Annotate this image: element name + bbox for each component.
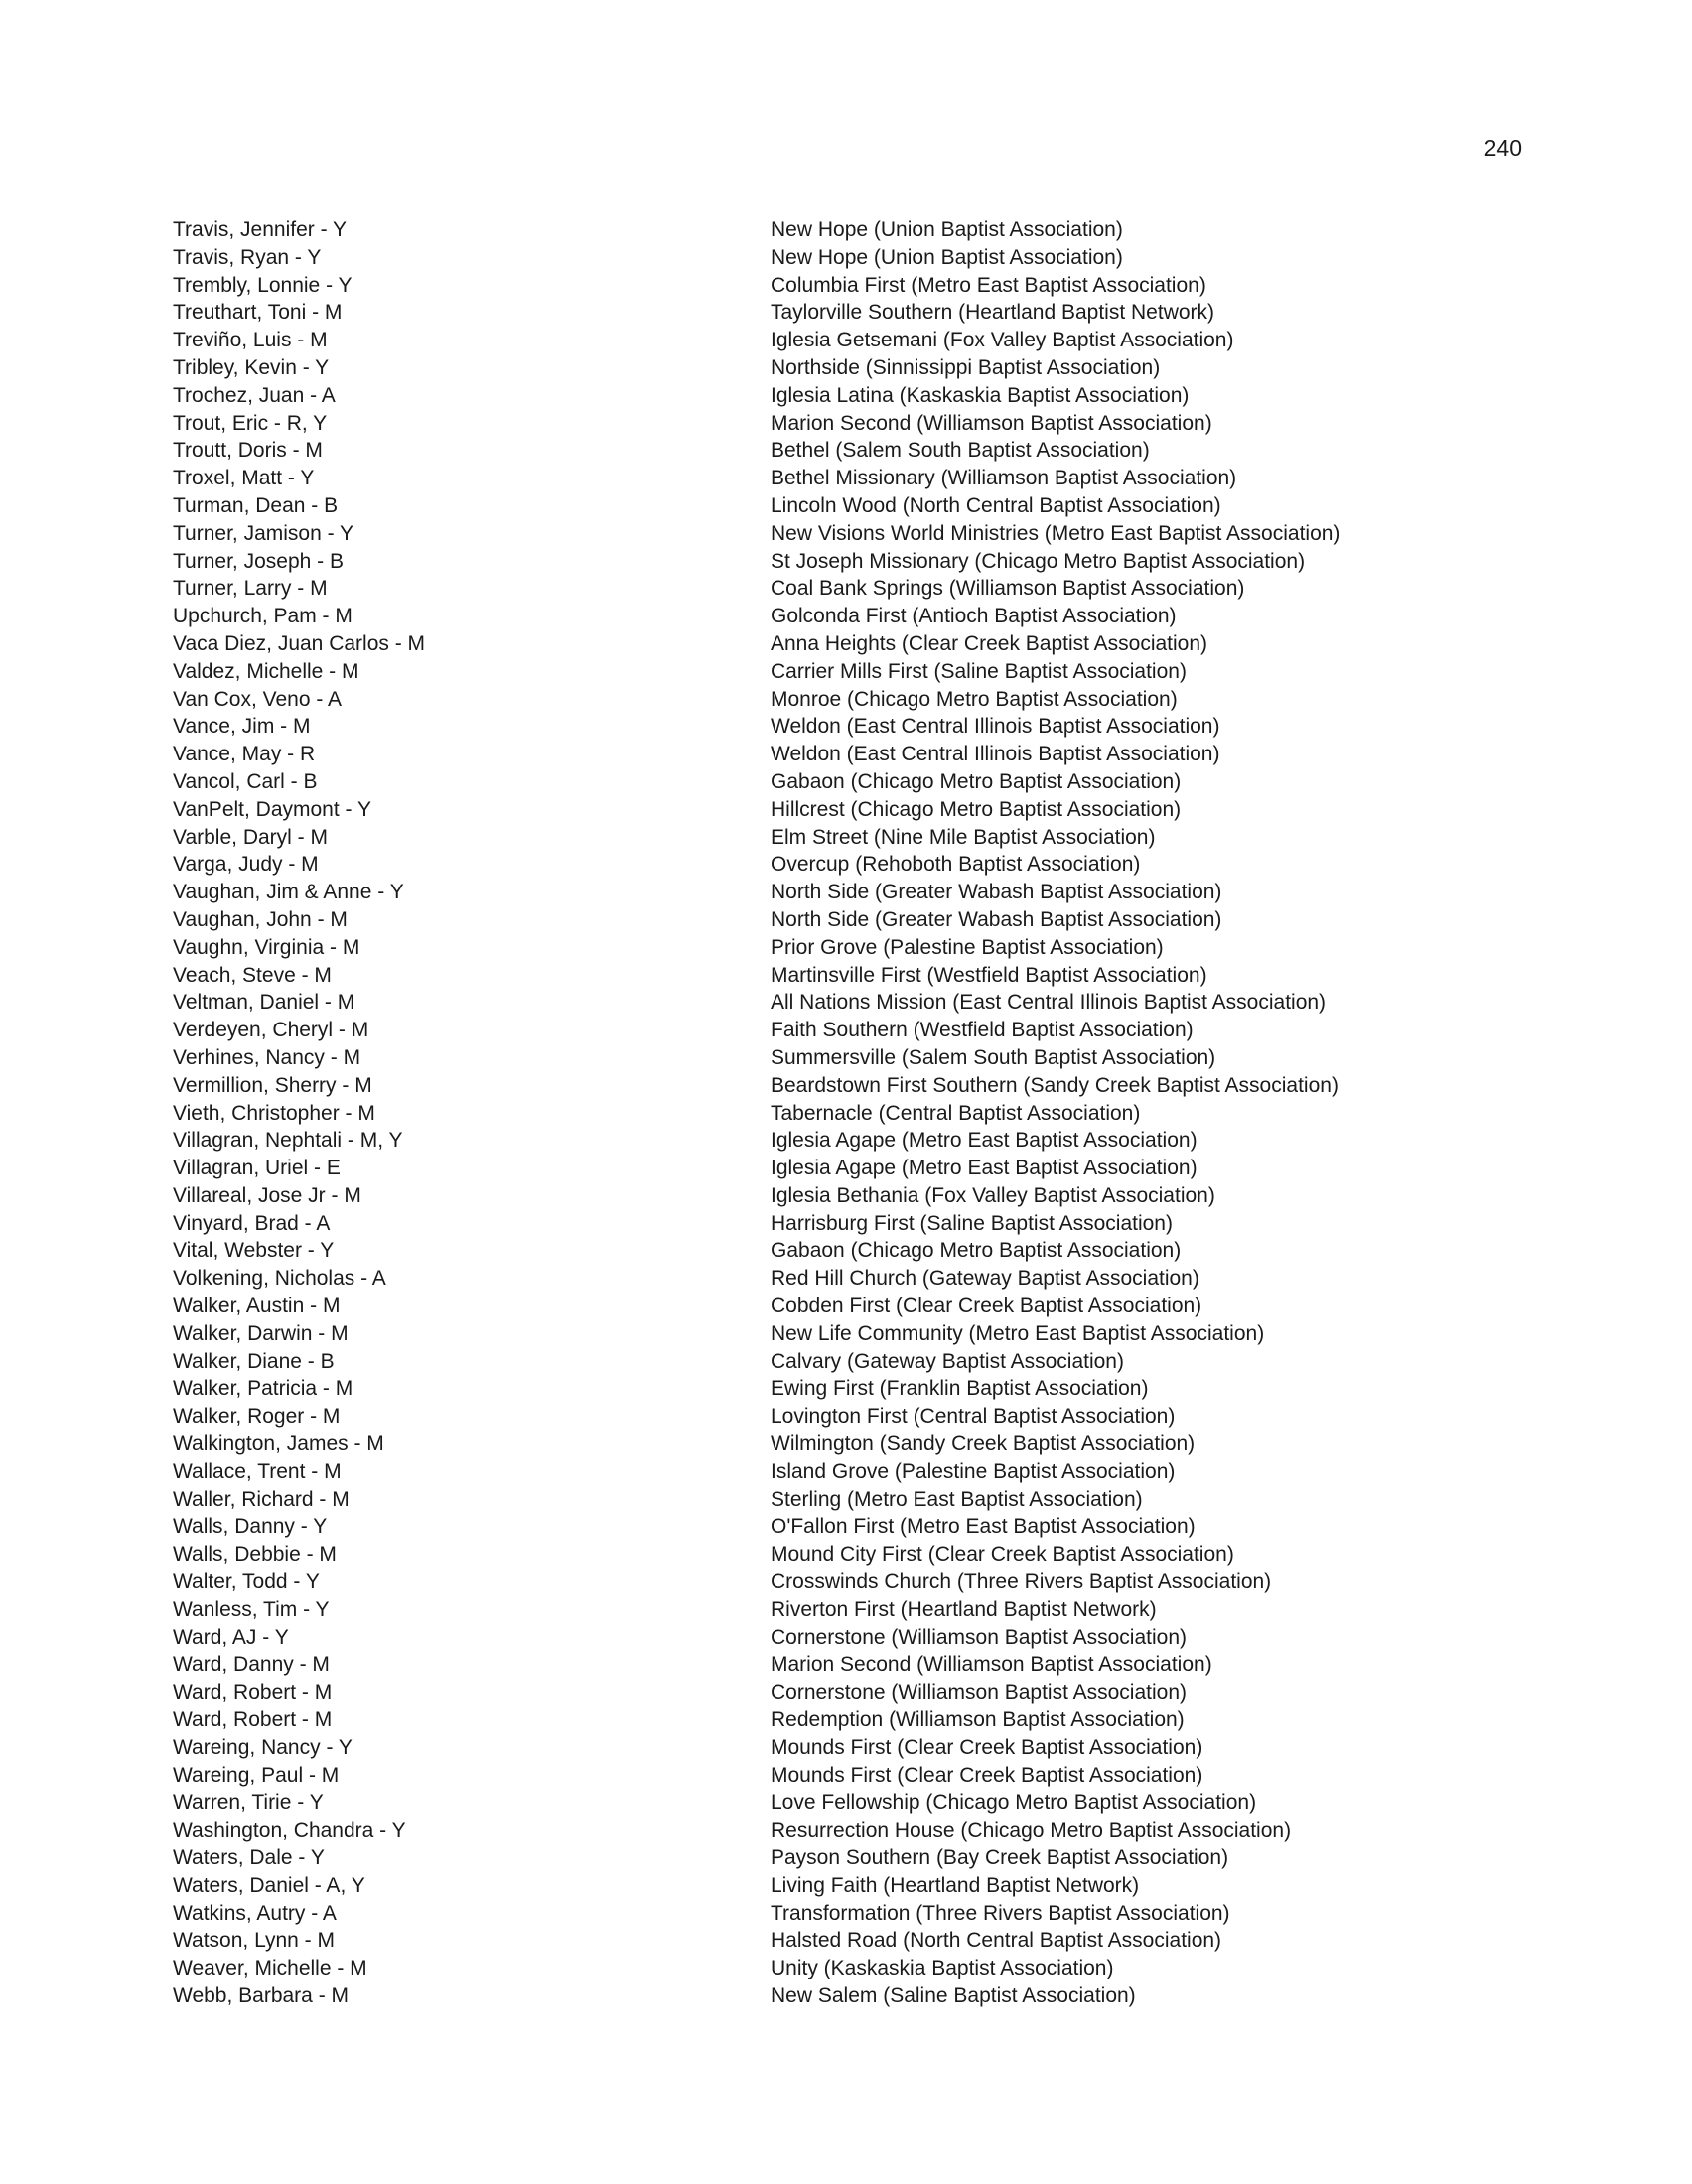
- list-item: [0, 1706, 1692, 1734]
- church-association: Halsted Road (North Central Baptist Association): [771, 1929, 1222, 1953]
- person-name: Vieth, Christopher - M: [173, 1101, 375, 1125]
- list-item: [0, 1293, 1692, 1320]
- list-item: [0, 1569, 1692, 1596]
- church-association: New Salem (Saline Baptist Association): [771, 1984, 1136, 2007]
- list-item: [0, 1982, 1692, 2010]
- list-item: [0, 465, 1692, 492]
- person-name: Wallace, Trent - M: [173, 1459, 342, 1483]
- list-item: [0, 1734, 1692, 1762]
- list-item: [0, 630, 1692, 658]
- person-name: Vance, May - R: [173, 743, 316, 766]
- church-association: New Life Community (Metro East Baptist Association): [771, 1321, 1265, 1345]
- list-item: [0, 851, 1692, 879]
- church-association: Mounds First (Clear Creek Baptist Association): [771, 1763, 1203, 1787]
- person-name: Waters, Dale - Y: [173, 1846, 325, 1870]
- person-name: Turman, Dean - B: [173, 493, 339, 517]
- person-name: Warren, Tirie - Y: [173, 1791, 324, 1815]
- list-item: [0, 354, 1692, 382]
- church-association: Iglesia Bethania (Fox Valley Baptist Association): [771, 1183, 1215, 1207]
- church-association: Bethel Missionary (Williamson Baptist Association): [771, 467, 1237, 490]
- church-association: Iglesia Agape (Metro East Baptist Association): [771, 1157, 1198, 1180]
- list-item: [0, 768, 1692, 796]
- list-item: [0, 1844, 1692, 1872]
- list-item: [0, 1155, 1692, 1182]
- list-item: [0, 272, 1692, 300]
- person-name: Wanless, Tim - Y: [173, 1597, 330, 1621]
- church-association: Prior Grove (Palestine Baptist Association): [771, 935, 1164, 959]
- person-name: Ward, Robert - M: [173, 1681, 333, 1705]
- person-name: Villagran, Uriel - E: [173, 1157, 341, 1180]
- church-association: Wilmington (Sandy Creek Baptist Association): [771, 1433, 1196, 1456]
- church-association: Red Hill Church (Gateway Baptist Association): [771, 1267, 1199, 1291]
- list-item: [0, 1900, 1692, 1928]
- person-name: Waller, Richard - M: [173, 1487, 350, 1511]
- church-association: Northside (Sinnissippi Baptist Association): [771, 355, 1161, 379]
- list-item: [0, 713, 1692, 741]
- list-item: [0, 382, 1692, 410]
- person-name: Ward, Robert - M: [173, 1708, 333, 1732]
- list-item: [0, 796, 1692, 824]
- person-name: Valdez, Michelle - M: [173, 659, 359, 683]
- church-association: Lincoln Wood (North Central Baptist Association): [771, 493, 1221, 517]
- church-association: Overcup (Rehoboth Baptist Association): [771, 853, 1141, 877]
- person-name: Upchurch, Pam - M: [173, 605, 352, 628]
- list-item: [0, 492, 1692, 520]
- church-association: Golconda First (Antioch Baptist Association): [771, 605, 1177, 628]
- church-association: Riverton First (Heartland Baptist Network): [771, 1597, 1157, 1621]
- person-name: Walls, Debbie - M: [173, 1543, 337, 1567]
- person-name: Trembly, Lonnie - Y: [173, 273, 352, 297]
- church-association: Transformation (Three Rivers Baptist Association): [771, 1901, 1230, 1925]
- church-association: Cobden First (Clear Creek Baptist Association): [771, 1295, 1202, 1318]
- church-association: New Visions World Ministries (Metro East Baptist Association): [771, 521, 1340, 545]
- list-item: [0, 548, 1692, 576]
- church-association: Love Fellowship (Chicago Metro Baptist Association): [771, 1791, 1257, 1815]
- church-association: Tabernacle (Central Baptist Association): [771, 1101, 1141, 1125]
- list-item: [0, 1927, 1692, 1955]
- person-name: Walls, Danny - Y: [173, 1515, 328, 1539]
- list-item: [0, 327, 1692, 354]
- person-name: Varga, Judy - M: [173, 853, 319, 877]
- person-name: Weaver, Michelle - M: [173, 1957, 367, 1980]
- church-association: Iglesia Agape (Metro East Baptist Association): [771, 1129, 1198, 1153]
- list-item: [0, 1486, 1692, 1514]
- church-association: Iglesia Latina (Kaskaskia Baptist Association): [771, 383, 1190, 407]
- list-item: [0, 1210, 1692, 1238]
- list-item: [0, 1431, 1692, 1458]
- church-association: Iglesia Getsemani (Fox Valley Baptist Association): [771, 329, 1234, 352]
- list-item: [0, 1072, 1692, 1100]
- church-association: O'Fallon First (Metro East Baptist Association): [771, 1515, 1196, 1539]
- person-name: Walker, Patricia - M: [173, 1377, 353, 1401]
- list-item: [0, 658, 1692, 686]
- church-association: St Joseph Missionary (Chicago Metro Baptist Association): [771, 549, 1306, 573]
- person-name: Vaughan, Jim & Anne - Y: [173, 881, 404, 904]
- church-association: Island Grove (Palestine Baptist Association): [771, 1459, 1176, 1483]
- list-item: [0, 1403, 1692, 1431]
- church-association: Weldon (East Central Illinois Baptist Association): [771, 743, 1220, 766]
- person-name: Walker, Roger - M: [173, 1405, 341, 1429]
- list-item: [0, 520, 1692, 548]
- list-item: [0, 1320, 1692, 1348]
- church-association: Ewing First (Franklin Baptist Association): [771, 1377, 1149, 1401]
- person-name: Verdeyen, Cheryl - M: [173, 1019, 369, 1042]
- person-name: Travis, Ryan - Y: [173, 245, 322, 269]
- person-name: Turner, Jamison - Y: [173, 521, 354, 545]
- person-name: Tribley, Kevin - Y: [173, 355, 330, 379]
- person-name: Walker, Austin - M: [173, 1295, 341, 1318]
- church-association: Elm Street (Nine Mile Baptist Association): [771, 825, 1156, 849]
- person-name: Vermillion, Sherry - M: [173, 1073, 372, 1097]
- person-name: Washington, Chandra - Y: [173, 1819, 406, 1843]
- person-name: Wareing, Paul - M: [173, 1763, 340, 1787]
- person-name: Trout, Eric - R, Y: [173, 411, 328, 435]
- list-item: [0, 879, 1692, 906]
- list-item: [0, 575, 1692, 603]
- list-item: [0, 1596, 1692, 1624]
- person-name: Vancol, Carl - B: [173, 769, 318, 793]
- list-item: [0, 1817, 1692, 1844]
- church-association: Columbia First (Metro East Baptist Association): [771, 273, 1206, 297]
- person-name: Walter, Todd - Y: [173, 1570, 320, 1594]
- church-association: Carrier Mills First (Saline Baptist Association): [771, 659, 1187, 683]
- church-association: Coal Bank Springs (Williamson Baptist Association): [771, 577, 1245, 601]
- list-item: [0, 216, 1692, 244]
- list-item: [0, 1762, 1692, 1790]
- person-name: Volkening, Nicholas - A: [173, 1267, 386, 1291]
- list-item: [0, 1458, 1692, 1486]
- church-association: Resurrection House (Chicago Metro Baptist Association): [771, 1819, 1292, 1843]
- church-association: Summersville (Salem South Baptist Association): [771, 1045, 1216, 1069]
- person-name: Walkington, James - M: [173, 1433, 384, 1456]
- church-association: Weldon (East Central Illinois Baptist Association): [771, 715, 1220, 739]
- person-name: Wareing, Nancy - Y: [173, 1735, 352, 1759]
- church-association: Gabaon (Chicago Metro Baptist Association): [771, 769, 1182, 793]
- church-association: Sterling (Metro East Baptist Association): [771, 1487, 1143, 1511]
- person-name: Vaughn, Virginia - M: [173, 935, 360, 959]
- person-name: Waters, Daniel - A, Y: [173, 1873, 365, 1897]
- list-item: [0, 1624, 1692, 1652]
- person-name: Villagran, Nephtali - M, Y: [173, 1129, 403, 1153]
- list-item: [0, 906, 1692, 934]
- person-name: Vaca Diez, Juan Carlos - M: [173, 631, 426, 655]
- person-name: Villareal, Jose Jr - M: [173, 1183, 361, 1207]
- person-name: Veach, Steve - M: [173, 963, 332, 987]
- list-item: [0, 1182, 1692, 1210]
- list-item: [0, 1348, 1692, 1376]
- church-association: Mound City First (Clear Creek Baptist Association): [771, 1543, 1234, 1567]
- list-item: [0, 1237, 1692, 1265]
- list-item: [0, 1375, 1692, 1403]
- church-association: Faith Southern (Westfield Baptist Association): [771, 1019, 1194, 1042]
- list-item: [0, 1044, 1692, 1072]
- list-item: [0, 1651, 1692, 1679]
- church-association: Marion Second (Williamson Baptist Association): [771, 1653, 1212, 1677]
- church-association: Mounds First (Clear Creek Baptist Association): [771, 1735, 1203, 1759]
- list-item: [0, 934, 1692, 962]
- church-association: Cornerstone (Williamson Baptist Association): [771, 1625, 1187, 1649]
- person-name: Walker, Diane - B: [173, 1349, 335, 1373]
- list-item: [0, 437, 1692, 465]
- page-number: 240: [1483, 135, 1522, 161]
- list-item: [0, 299, 1692, 327]
- church-association: Bethel (Salem South Baptist Association): [771, 439, 1150, 463]
- person-name: Van Cox, Veno - A: [173, 687, 343, 711]
- person-name: Verhines, Nancy - M: [173, 1045, 361, 1069]
- church-association: Cornerstone (Williamson Baptist Association): [771, 1681, 1187, 1705]
- person-name: Troutt, Doris - M: [173, 439, 323, 463]
- list-item: [0, 824, 1692, 852]
- church-association: North Side (Greater Wabash Baptist Association): [771, 881, 1222, 904]
- person-name: Walker, Darwin - M: [173, 1321, 349, 1345]
- person-name: Turner, Larry - M: [173, 577, 328, 601]
- list-item: [0, 1265, 1692, 1293]
- church-association: Harrisburg First (Saline Baptist Association): [771, 1211, 1173, 1235]
- church-association: New Hope (Union Baptist Association): [771, 218, 1123, 241]
- church-association: Taylorville Southern (Heartland Baptist Network): [771, 301, 1215, 325]
- church-association: Calvary (Gateway Baptist Association): [771, 1349, 1124, 1373]
- list-item: [0, 1541, 1692, 1569]
- person-name: VanPelt, Daymont - Y: [173, 797, 371, 821]
- list-item: [0, 1513, 1692, 1541]
- church-association: Marion Second (Williamson Baptist Association): [771, 411, 1212, 435]
- church-association: New Hope (Union Baptist Association): [771, 245, 1123, 269]
- person-name: Vaughan, John - M: [173, 907, 348, 931]
- person-name: Veltman, Daniel - M: [173, 991, 355, 1015]
- list-item: [0, 1017, 1692, 1044]
- list-item: [0, 1789, 1692, 1817]
- person-name: Watkins, Autry - A: [173, 1901, 337, 1925]
- church-association: Beardstown First Southern (Sandy Creek Baptist Association): [771, 1073, 1339, 1097]
- list-item: [0, 686, 1692, 714]
- church-association: Redemption (Williamson Baptist Association): [771, 1708, 1185, 1732]
- person-name: Watson, Lynn - M: [173, 1929, 335, 1953]
- list-item: [0, 1127, 1692, 1155]
- person-name: Treuthart, Toni - M: [173, 301, 343, 325]
- person-name: Turner, Joseph - B: [173, 549, 344, 573]
- church-association: Unity (Kaskaskia Baptist Association): [771, 1957, 1114, 1980]
- person-name: Webb, Barbara - M: [173, 1984, 350, 2007]
- church-association: Anna Heights (Clear Creek Baptist Association): [771, 631, 1208, 655]
- person-name: Treviño, Luis - M: [173, 329, 328, 352]
- church-association: Living Faith (Heartland Baptist Network): [771, 1873, 1140, 1897]
- church-association: Payson Southern (Bay Creek Baptist Association): [771, 1846, 1229, 1870]
- church-association: North Side (Greater Wabash Baptist Association): [771, 907, 1222, 931]
- church-association: Crosswinds Church (Three Rivers Baptist Association): [771, 1570, 1272, 1594]
- church-association: Gabaon (Chicago Metro Baptist Association): [771, 1239, 1182, 1263]
- list-item: [0, 603, 1692, 630]
- church-association: Martinsville First (Westfield Baptist Association): [771, 963, 1207, 987]
- person-name: Vance, Jim - M: [173, 715, 311, 739]
- list-item: [0, 1872, 1692, 1900]
- list-item: [0, 1679, 1692, 1706]
- person-name: Ward, Danny - M: [173, 1653, 330, 1677]
- church-association: All Nations Mission (East Central Illinois Baptist Association): [771, 991, 1327, 1015]
- church-association: Monroe (Chicago Metro Baptist Association): [771, 687, 1178, 711]
- entry-list: [0, 216, 1692, 2010]
- person-name: Troxel, Matt - Y: [173, 467, 315, 490]
- list-item: [0, 1100, 1692, 1128]
- list-item: [0, 962, 1692, 990]
- list-item: [0, 741, 1692, 768]
- church-association: Lovington First (Central Baptist Association): [771, 1405, 1176, 1429]
- person-name: Trochez, Juan - A: [173, 383, 336, 407]
- list-item: [0, 989, 1692, 1017]
- person-name: Travis, Jennifer - Y: [173, 218, 348, 241]
- list-item: [0, 1955, 1692, 1982]
- person-name: Vital, Webster - Y: [173, 1239, 335, 1263]
- person-name: Varble, Daryl - M: [173, 825, 328, 849]
- person-name: Ward, AJ - Y: [173, 1625, 289, 1649]
- list-item: [0, 410, 1692, 438]
- list-item: [0, 244, 1692, 272]
- person-name: Vinyard, Brad - A: [173, 1211, 331, 1235]
- church-association: Hillcrest (Chicago Metro Baptist Association): [771, 797, 1182, 821]
